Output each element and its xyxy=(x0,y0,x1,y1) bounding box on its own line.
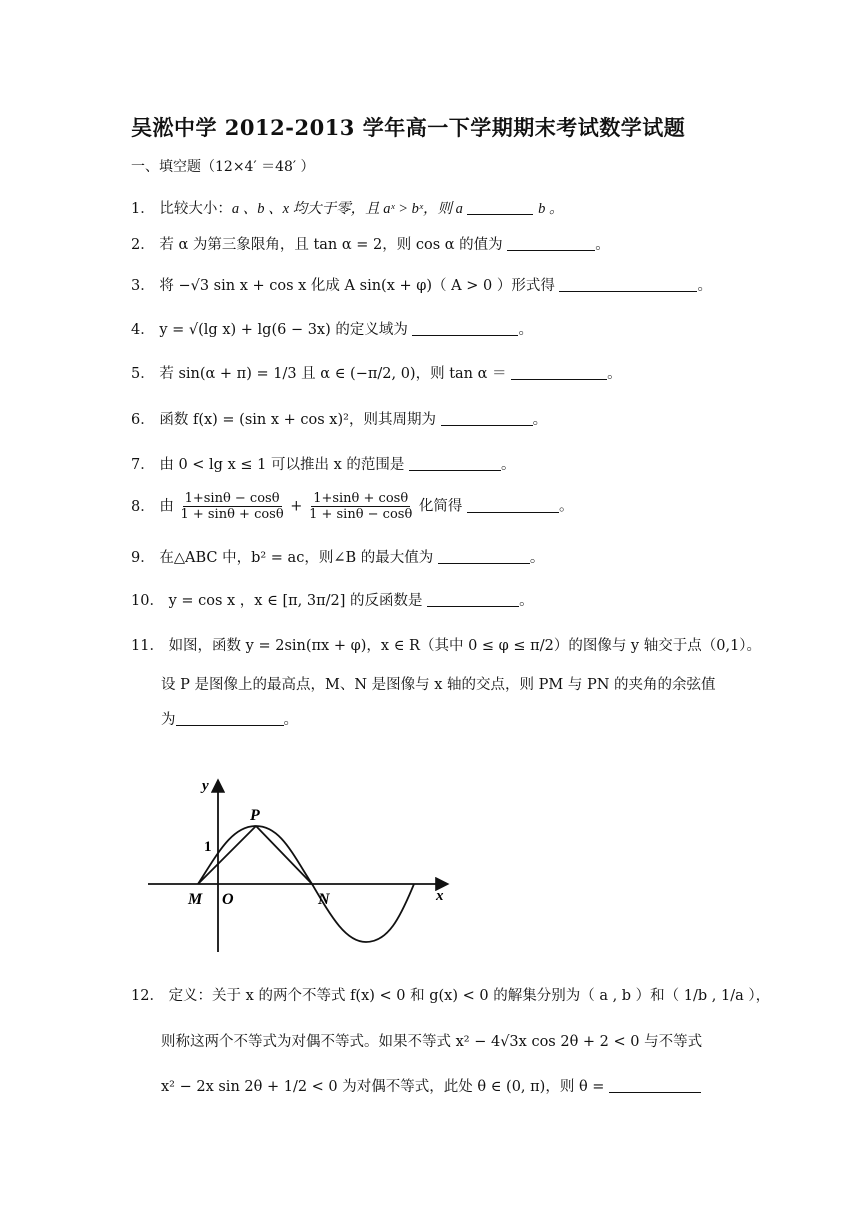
answer-blank[interactable] xyxy=(409,456,501,471)
question-1 xyxy=(131,199,563,219)
question-4 xyxy=(131,320,533,340)
question-end: 。 xyxy=(518,322,533,338)
question-text: y = cos x ，x ∈ [π, 3π/2] 的反函数是 xyxy=(168,593,423,609)
fraction-denominator: 1 + sinθ + cosθ xyxy=(180,507,284,522)
section-heading: 一、填空题（12×4′ ＝48′ ） xyxy=(131,159,315,175)
question-prefix: 由 xyxy=(159,498,174,515)
question-text-line-3: 为 xyxy=(161,712,176,728)
question-5 xyxy=(131,364,622,384)
question-text: 将 −√3 sin x + cos x 化成 A sin(x + φ)（ A > 0 ）形式得 xyxy=(159,278,555,294)
question-3 xyxy=(131,276,712,296)
origin-label: O xyxy=(222,891,234,908)
question-end: 。 xyxy=(559,498,574,515)
question-text-line-1: 定义：关于 x 的两个不等式 f(x) < 0 和 g(x) < 0 的解集分别为（ a , b ）和（ 1/b , 1/a ）， xyxy=(168,988,771,1004)
answer-blank[interactable] xyxy=(467,200,533,215)
point-m-label: M xyxy=(188,891,203,908)
question-end: 。 xyxy=(595,237,610,253)
question-text: 由 0 < lg x ≤ 1 可以推出 x 的范围是 xyxy=(159,457,405,473)
exam-title: 吴淞中学 2012-2013 学年高一下学期期末考试数学试题 xyxy=(131,115,686,140)
fraction-numerator: 1+sinθ + cosθ xyxy=(313,491,409,506)
fraction-numerator: 1+sinθ − cosθ xyxy=(184,491,280,506)
fraction-2 xyxy=(309,491,412,522)
question-8 xyxy=(131,491,574,522)
question-12 xyxy=(131,986,770,1006)
question-text: 在△ABC 中，b² = ac，则∠B 的最大值为 xyxy=(159,550,434,566)
question-end: 。 xyxy=(697,278,712,294)
y-axis-label: y xyxy=(202,778,209,794)
fraction-denominator: 1 + sinθ − cosθ xyxy=(309,507,413,522)
question-2 xyxy=(131,235,610,255)
question-11-line-2: 设 P 是图像上的最高点，M、N 是图像与 x 轴的交点，则 PM 与 PN 的夹角的余弦值 xyxy=(161,677,716,693)
question-number: 3． xyxy=(131,278,155,294)
question-text: 函数 f(x) = (sin x + cos x)²，则其周期为 xyxy=(159,412,436,428)
sine-graph-figure xyxy=(140,768,460,958)
answer-blank[interactable] xyxy=(511,365,607,380)
answer-blank[interactable] xyxy=(438,549,530,564)
answer-blank[interactable] xyxy=(441,411,533,426)
question-11 xyxy=(131,636,761,656)
question-text-line-1: 如图，函数 y = 2sin(πx + φ)，x ∈ R（其中 0 ≤ φ ≤ π/2）的图像与 y 轴交于点（0,1）。 xyxy=(168,638,762,654)
question-7 xyxy=(131,455,515,475)
y-one-label: 1 xyxy=(204,839,212,855)
question-number: 2． xyxy=(131,237,155,253)
question-end: 。 xyxy=(519,593,534,609)
question-text: 若 α 为第三象限角，且 tan α = 2，则 cos α 的值为 xyxy=(159,237,503,253)
point-p-label: P xyxy=(250,807,260,824)
question-number: 4． xyxy=(131,322,155,338)
question-text: y = √(lg x) + lg(6 − 3x) 的定义域为 xyxy=(159,322,408,338)
question-text: 化简得 xyxy=(418,498,463,515)
plus-sign: + xyxy=(290,498,303,515)
question-body: a 、b 、x 均大于零，且 aˣ > bˣ，则 a xyxy=(231,201,463,217)
answer-blank[interactable] xyxy=(559,277,697,292)
question-11-line-3 xyxy=(161,710,298,730)
question-prefix: 比较大小： xyxy=(159,201,232,217)
question-number: 6． xyxy=(131,412,155,428)
question-number: 7． xyxy=(131,457,155,473)
question-9 xyxy=(131,548,544,568)
question-end: 。 xyxy=(500,457,516,473)
segment-pm xyxy=(198,826,256,884)
question-number: 1． xyxy=(131,201,155,217)
question-10 xyxy=(131,591,534,611)
question-text: 若 sin(α + π) = 1/3 且 α ∈ (−π/2, 0)，则 tan α ＝ xyxy=(159,366,507,382)
question-number: 9． xyxy=(131,550,155,566)
answer-blank[interactable] xyxy=(507,236,595,251)
question-number: 12． xyxy=(131,988,164,1004)
question-end: 。 xyxy=(283,712,298,728)
question-end: 。 xyxy=(529,550,545,566)
segment-pn xyxy=(256,826,312,884)
answer-blank[interactable] xyxy=(412,321,518,336)
answer-blank[interactable] xyxy=(467,498,559,513)
question-12-line-3 xyxy=(161,1077,701,1097)
question-number: 8． xyxy=(131,498,155,515)
question-number: 11． xyxy=(131,638,164,654)
question-end: 。 xyxy=(532,412,548,428)
answer-blank[interactable] xyxy=(176,711,284,726)
point-n-label: N xyxy=(318,891,330,908)
answer-blank[interactable] xyxy=(427,592,519,607)
question-6 xyxy=(131,410,547,430)
answer-blank[interactable] xyxy=(609,1078,701,1093)
question-number: 10． xyxy=(131,593,164,609)
fraction-1 xyxy=(180,491,283,522)
question-end: 。 xyxy=(607,366,622,382)
question-suffix: b 。 xyxy=(538,201,564,217)
question-12-line-2: 则称这两个不等式为对偶不等式。如果不等式 x² − 4√3x cos 2θ + 2 < 0 与不等式 xyxy=(161,1034,703,1050)
question-text-line-3: x² − 2x sin 2θ + 1/2 < 0 为对偶不等式，此处 θ ∈ (0, π)，则 θ = xyxy=(161,1079,605,1095)
x-axis-label: x xyxy=(436,888,444,904)
question-number: 5． xyxy=(131,366,155,382)
